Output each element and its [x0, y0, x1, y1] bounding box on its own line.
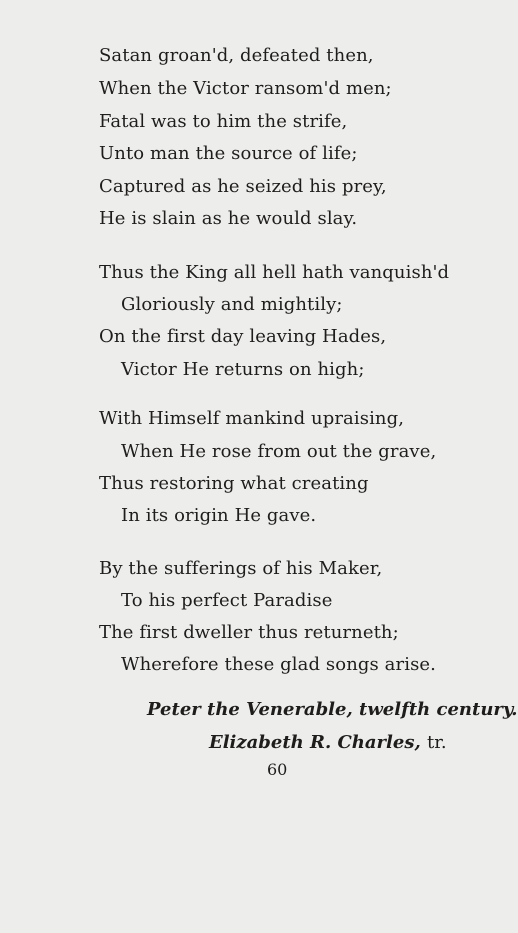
poem-line: Fatal was to him the strife, [99, 111, 348, 132]
poem-line: He is slain as he would slay. [99, 208, 358, 229]
poem-line: When the Victor ransom'd men; [99, 78, 392, 99]
poem-line-indented: Wherefore these glad songs arise. [121, 654, 436, 675]
poem-line-indented: Gloriously and mightily; [121, 294, 343, 315]
poem-line: Thus restoring what creating [99, 473, 369, 494]
poem-line: The first dweller thus returneth; [99, 622, 399, 643]
translator-name: Elizabeth R. Charles, [209, 732, 421, 753]
poem-line-indented: Victor He returns on high; [121, 359, 365, 380]
author-attribution: Peter the Venerable, twelfth century. [147, 699, 518, 720]
poem-line: Captured as he seized his prey, [99, 176, 387, 197]
poem-line: Thus the King all hell hath vanquish'd [99, 262, 450, 283]
poem-line-indented: To his perfect Paradise [121, 590, 333, 611]
translator-suffix: tr. [427, 732, 447, 753]
poem-line: With Himself mankind upraising, [99, 408, 405, 429]
page-number: 60 [267, 760, 288, 779]
translator-attribution [209, 732, 447, 754]
poem-line-indented: When He rose from out the grave, [121, 441, 437, 462]
poem-line-indented: In its origin He gave. [121, 505, 317, 526]
poem-line: Satan groan'd, defeated then, [99, 45, 374, 66]
poem-line: Unto man the source of life; [99, 143, 358, 164]
poem-line: On the first day leaving Hades, [99, 326, 387, 347]
poem-line: By the sufferings of his Maker, [99, 558, 383, 579]
